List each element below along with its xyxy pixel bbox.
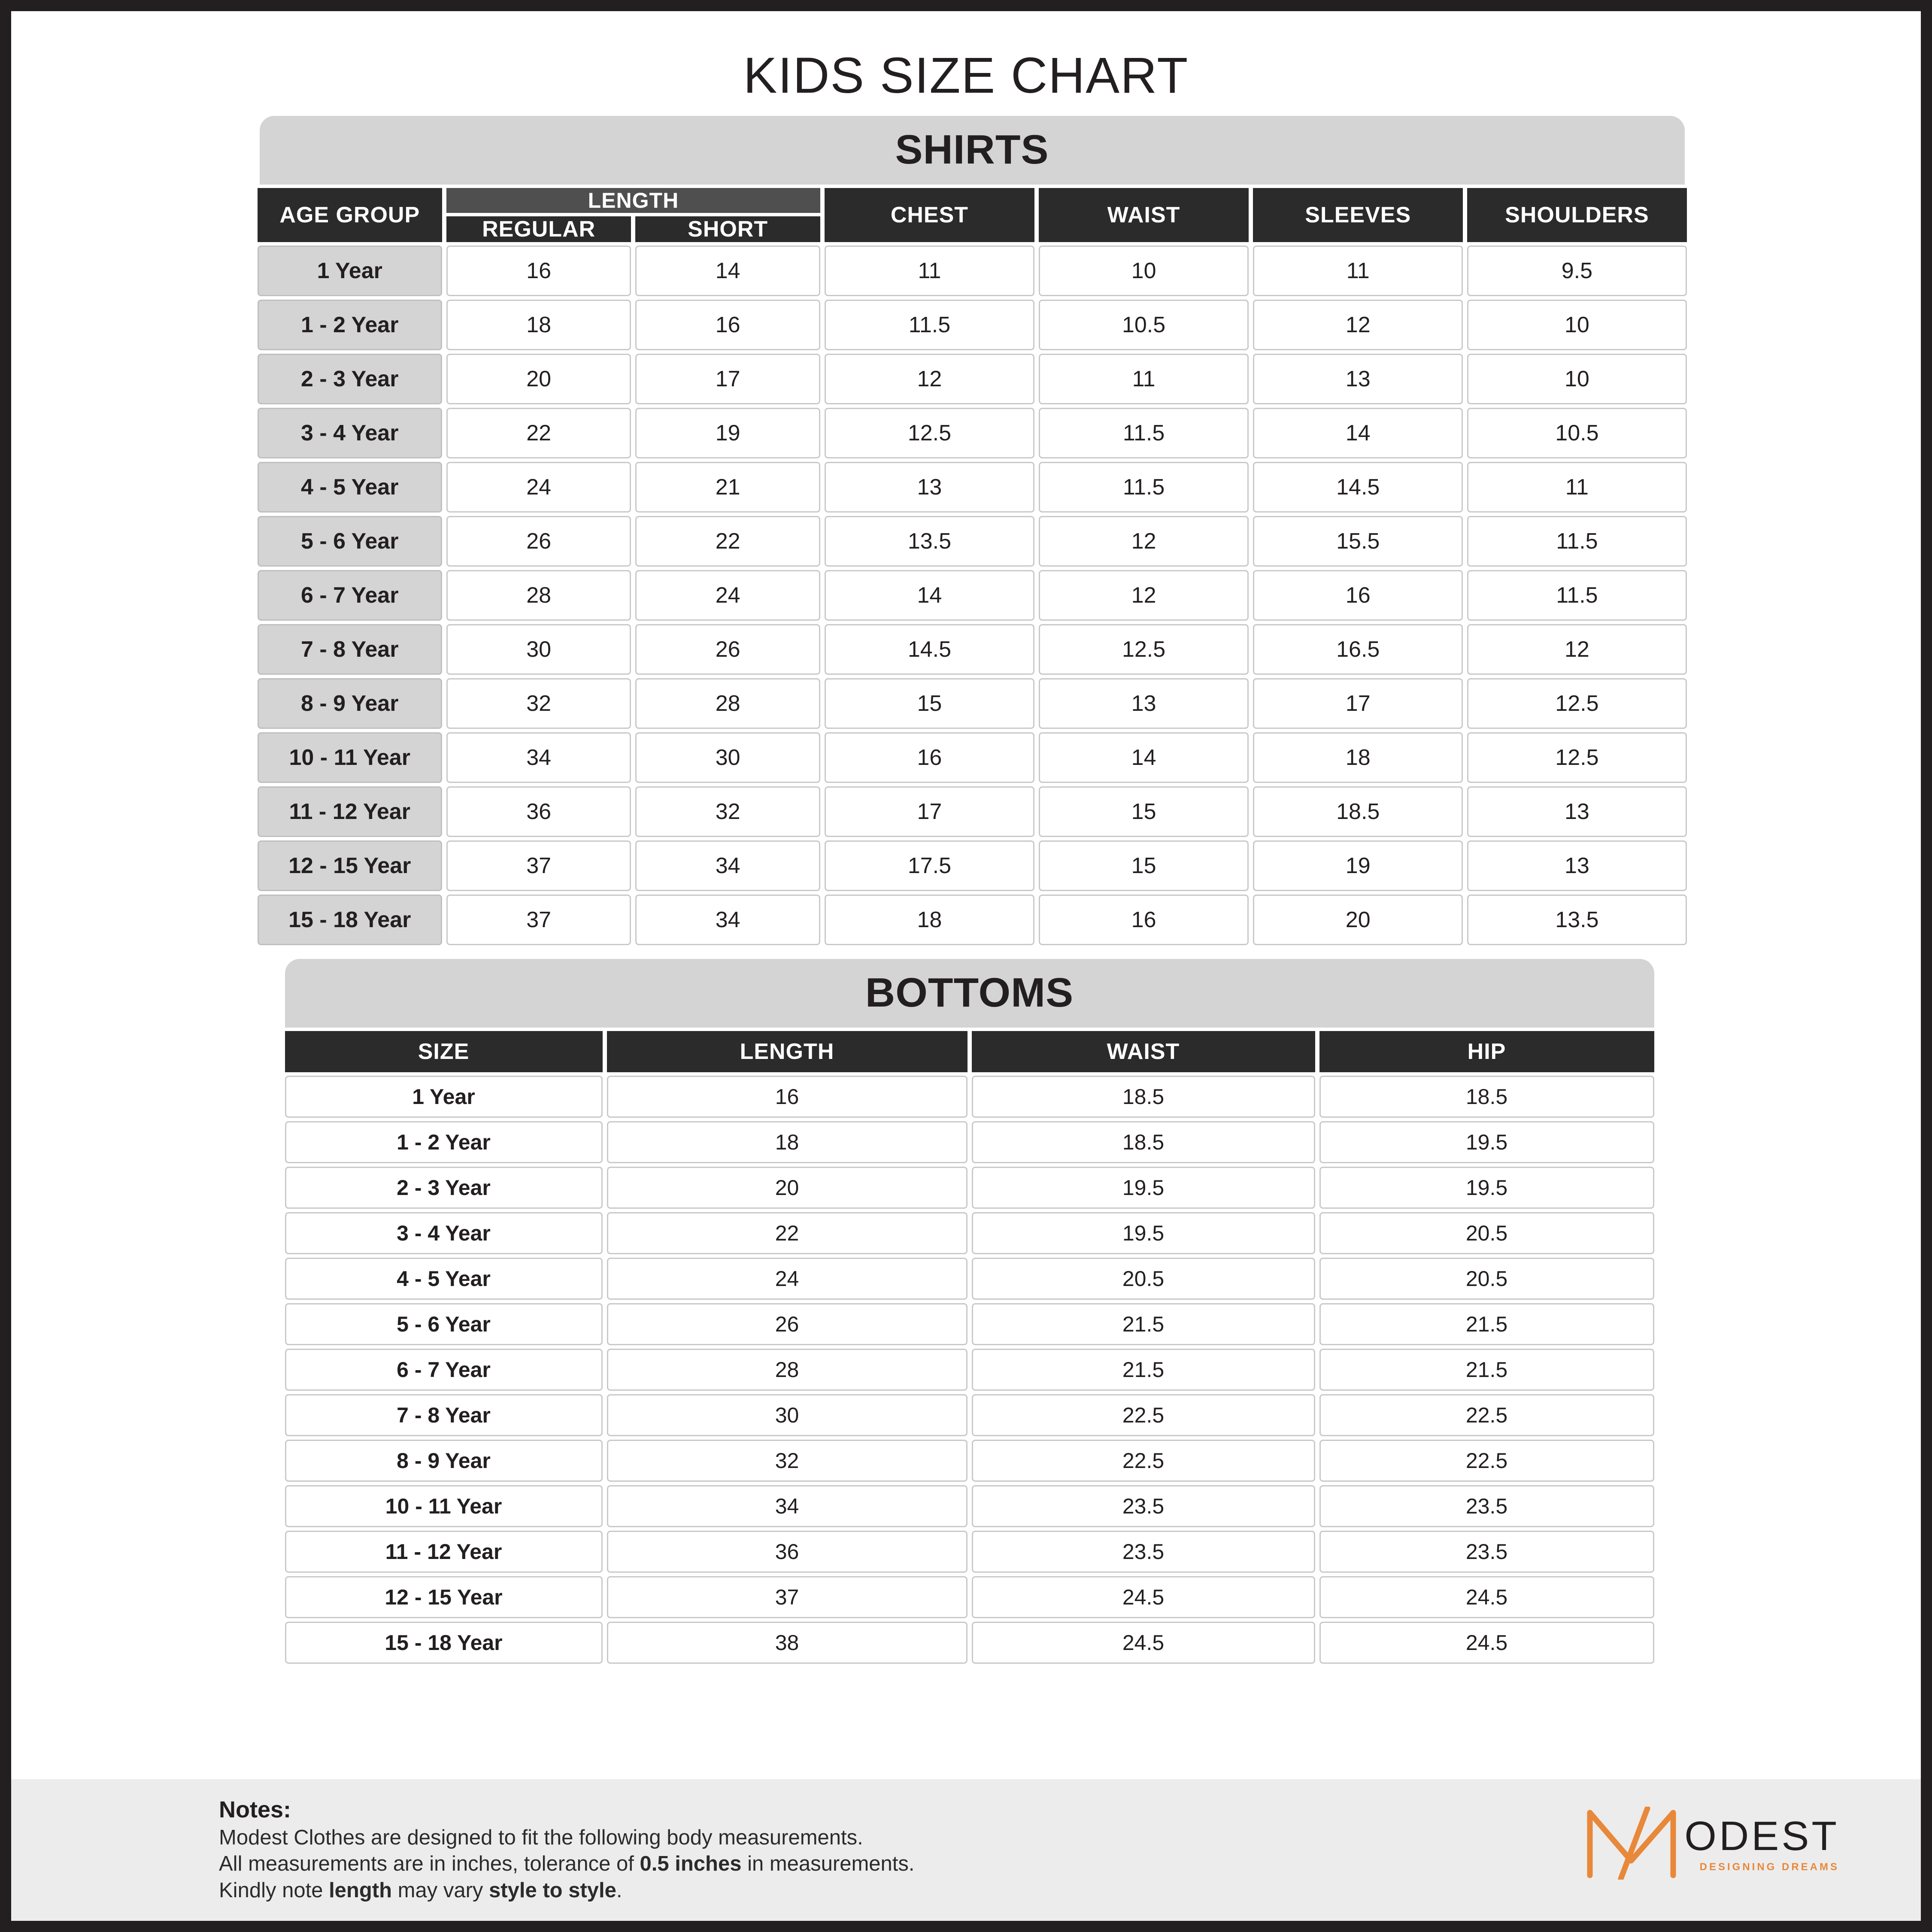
notes-line-3 [219, 1877, 915, 1904]
shirts-cell-chest: 11.5 [825, 300, 1034, 350]
table-row [258, 895, 1687, 945]
shirts-cell-sleeves: 17 [1253, 678, 1463, 729]
shirts-cell-sleeves: 19 [1253, 840, 1463, 891]
shirts-cell-short: 16 [635, 300, 820, 350]
bottoms-section [30, 959, 1902, 1667]
shirts-cell-chest: 11 [825, 246, 1034, 296]
shirts-cell-sleeves: 12 [1253, 300, 1463, 350]
notes-footer [11, 1779, 1921, 1921]
shirts-cell-chest: 17.5 [825, 840, 1034, 891]
table-row [258, 678, 1687, 729]
table-row [285, 1167, 1654, 1209]
shirts-cell-waist: 12.5 [1039, 624, 1249, 675]
bottoms-cell-size: 1 - 2 Year [285, 1121, 603, 1163]
shirts-header-sleeves: SLEEVES [1253, 188, 1463, 242]
bottoms-cell-length: 20 [607, 1167, 968, 1209]
bottoms-cell-size: 3 - 4 Year [285, 1212, 603, 1254]
bottoms-cell-waist: 24.5 [972, 1622, 1315, 1664]
shirts-cell-short: 32 [635, 786, 820, 837]
shirts-header-chest: CHEST [825, 188, 1034, 242]
shirts-cell-chest: 18 [825, 895, 1034, 945]
shirts-header-row-top [258, 188, 1687, 213]
bottoms-cell-waist: 21.5 [972, 1349, 1315, 1391]
shirts-cell-shoulders: 12.5 [1467, 732, 1686, 783]
shirts-cell-regular: 34 [446, 732, 631, 783]
bottoms-section-title: BOTTOMS [285, 959, 1654, 1028]
shirts-cell-sleeves: 15.5 [1253, 516, 1463, 567]
table-row [285, 1121, 1654, 1163]
shirts-cell-short: 28 [635, 678, 820, 729]
table-row [258, 300, 1687, 350]
bottoms-cell-length: 34 [607, 1485, 968, 1527]
bottoms-cell-size: 2 - 3 Year [285, 1167, 603, 1209]
shirts-cell-waist: 16 [1039, 895, 1249, 945]
logo-m-icon [1583, 1807, 1682, 1882]
bottoms-cell-waist: 18.5 [972, 1121, 1315, 1163]
table-row [258, 786, 1687, 837]
table-row [258, 732, 1687, 783]
shirts-header-short: SHORT [635, 216, 820, 242]
shirts-cell-waist: 12 [1039, 516, 1249, 567]
shirts-cell-sleeves: 18 [1253, 732, 1463, 783]
shirts-cell-shoulders: 13.5 [1467, 895, 1686, 945]
bottoms-cell-length: 26 [607, 1303, 968, 1345]
shirts-cell-chest: 12.5 [825, 408, 1034, 458]
bottoms-table-wrapper [281, 1028, 1659, 1667]
bottoms-cell-length: 36 [607, 1531, 968, 1573]
bottoms-header-length: LENGTH [607, 1031, 968, 1072]
shirts-cell-short: 17 [635, 354, 820, 404]
logo-text [1684, 1813, 1839, 1873]
logo-wordmark: ODEST [1684, 1813, 1839, 1859]
notes-line-3-emphasis-length: length [329, 1878, 392, 1902]
table-row [258, 516, 1687, 567]
shirts-section-title: SHIRTS [260, 116, 1685, 185]
shirts-cell-shoulders: 10 [1467, 354, 1686, 404]
shirts-table-body [258, 246, 1687, 945]
shirts-cell-chest: 16 [825, 732, 1034, 783]
shirts-cell-waist: 13 [1039, 678, 1249, 729]
shirts-cell-regular: 37 [446, 895, 631, 945]
notes-line-3-part-a: Kindly note [219, 1878, 329, 1902]
bottoms-cell-hip: 19.5 [1319, 1167, 1654, 1209]
table-row [285, 1303, 1654, 1345]
shirts-header-shoulders: SHOULDERS [1467, 188, 1686, 242]
bottoms-cell-hip: 24.5 [1319, 1622, 1654, 1664]
shirts-cell-age: 2 - 3 Year [258, 354, 442, 404]
notes-line-3-emphasis-style: style to style [489, 1878, 616, 1902]
bottoms-cell-size: 7 - 8 Year [285, 1394, 603, 1436]
bottoms-cell-waist: 20.5 [972, 1258, 1315, 1300]
shirts-cell-short: 22 [635, 516, 820, 567]
bottoms-cell-size: 6 - 7 Year [285, 1349, 603, 1391]
shirts-cell-waist: 10 [1039, 246, 1249, 296]
shirts-cell-short: 26 [635, 624, 820, 675]
bottoms-cell-hip: 21.5 [1319, 1349, 1654, 1391]
shirts-cell-chest: 17 [825, 786, 1034, 837]
shirts-cell-shoulders: 13 [1467, 840, 1686, 891]
table-row [285, 1485, 1654, 1527]
shirts-cell-sleeves: 11 [1253, 246, 1463, 296]
bottoms-cell-length: 37 [607, 1576, 968, 1618]
shirts-cell-shoulders: 9.5 [1467, 246, 1686, 296]
shirts-cell-sleeves: 16 [1253, 570, 1463, 621]
shirts-section [30, 116, 1902, 949]
bottoms-cell-waist: 23.5 [972, 1531, 1315, 1573]
bottoms-cell-hip: 19.5 [1319, 1121, 1654, 1163]
bottoms-cell-hip: 22.5 [1319, 1440, 1654, 1482]
shirts-cell-chest: 13.5 [825, 516, 1034, 567]
table-row [285, 1576, 1654, 1618]
shirts-header-length: LENGTH [446, 188, 820, 213]
table-row [258, 408, 1687, 458]
notes-line-2 [219, 1851, 915, 1877]
bottoms-cell-size: 8 - 9 Year [285, 1440, 603, 1482]
notes-line-1: Modest Clothes are designed to fit the following body measurements. [219, 1826, 863, 1849]
bottoms-cell-size: 15 - 18 Year [285, 1622, 603, 1664]
table-row [285, 1531, 1654, 1573]
shirts-cell-short: 21 [635, 462, 820, 513]
shirts-cell-regular: 18 [446, 300, 631, 350]
page-inner [11, 11, 1921, 1921]
shirts-cell-shoulders: 12 [1467, 624, 1686, 675]
shirts-cell-age: 5 - 6 Year [258, 516, 442, 567]
bottoms-cell-length: 16 [607, 1076, 968, 1118]
shirts-cell-age: 15 - 18 Year [258, 895, 442, 945]
shirts-cell-regular: 20 [446, 354, 631, 404]
shirts-cell-regular: 32 [446, 678, 631, 729]
shirts-cell-waist: 10.5 [1039, 300, 1249, 350]
shirts-header-waist: WAIST [1039, 188, 1249, 242]
shirts-cell-chest: 14 [825, 570, 1034, 621]
shirts-cell-waist: 11 [1039, 354, 1249, 404]
notes-line-2-emphasis: 0.5 inches [640, 1852, 742, 1876]
shirts-cell-age: 11 - 12 Year [258, 786, 442, 837]
shirts-cell-short: 19 [635, 408, 820, 458]
bottoms-cell-size: 1 Year [285, 1076, 603, 1118]
shirts-cell-waist: 12 [1039, 570, 1249, 621]
bottoms-table-head [285, 1031, 1654, 1072]
bottoms-cell-size: 12 - 15 Year [285, 1576, 603, 1618]
shirts-cell-chest: 15 [825, 678, 1034, 729]
shirts-cell-shoulders: 12.5 [1467, 678, 1686, 729]
bottoms-cell-waist: 22.5 [972, 1440, 1315, 1482]
table-row [258, 462, 1687, 513]
table-row [285, 1076, 1654, 1118]
bottoms-cell-length: 18 [607, 1121, 968, 1163]
bottoms-cell-hip: 18.5 [1319, 1076, 1654, 1118]
notes-line-2-part-c: in measurements. [741, 1852, 915, 1876]
shirts-cell-waist: 14 [1039, 732, 1249, 783]
shirts-cell-age: 1 - 2 Year [258, 300, 442, 350]
shirts-cell-age: 1 Year [258, 246, 442, 296]
shirts-table-wrapper [253, 185, 1691, 949]
notes-line-3-part-c: may vary [392, 1878, 489, 1902]
shirts-cell-regular: 24 [446, 462, 631, 513]
notes-text-block [30, 1796, 915, 1904]
shirts-table [253, 185, 1691, 949]
shirts-cell-shoulders: 13 [1467, 786, 1686, 837]
bottoms-cell-hip: 22.5 [1319, 1394, 1654, 1436]
shirts-cell-short: 14 [635, 246, 820, 296]
shirts-cell-chest: 12 [825, 354, 1034, 404]
shirts-header-regular: REGULAR [446, 216, 631, 242]
shirts-cell-chest: 14.5 [825, 624, 1034, 675]
shirts-table-head [258, 188, 1687, 242]
shirts-cell-shoulders: 11.5 [1467, 516, 1686, 567]
shirts-cell-age: 12 - 15 Year [258, 840, 442, 891]
bottoms-cell-hip: 24.5 [1319, 1576, 1654, 1618]
table-row [285, 1440, 1654, 1482]
shirts-cell-sleeves: 18.5 [1253, 786, 1463, 837]
shirts-cell-short: 24 [635, 570, 820, 621]
bottoms-cell-waist: 19.5 [972, 1212, 1315, 1254]
bottoms-cell-hip: 23.5 [1319, 1485, 1654, 1527]
bottoms-cell-waist: 24.5 [972, 1576, 1315, 1618]
shirts-cell-age: 10 - 11 Year [258, 732, 442, 783]
shirts-cell-age: 4 - 5 Year [258, 462, 442, 513]
bottoms-header-row [285, 1031, 1654, 1072]
bottoms-header-size: SIZE [285, 1031, 603, 1072]
shirts-cell-shoulders: 10.5 [1467, 408, 1686, 458]
bottoms-cell-size: 10 - 11 Year [285, 1485, 603, 1527]
shirts-cell-age: 3 - 4 Year [258, 408, 442, 458]
shirts-cell-sleeves: 14 [1253, 408, 1463, 458]
bottoms-cell-waist: 23.5 [972, 1485, 1315, 1527]
notes-line-2-part-a: All measurements are in inches, tolerance of [219, 1852, 640, 1876]
brand-logo [1583, 1807, 1839, 1882]
shirts-cell-regular: 26 [446, 516, 631, 567]
shirts-cell-short: 30 [635, 732, 820, 783]
bottoms-cell-length: 38 [607, 1622, 968, 1664]
bottoms-cell-hip: 20.5 [1319, 1258, 1654, 1300]
table-row [258, 354, 1687, 404]
table-row [258, 624, 1687, 675]
shirts-cell-age: 8 - 9 Year [258, 678, 442, 729]
shirts-cell-sleeves: 13 [1253, 354, 1463, 404]
shirts-cell-regular: 16 [446, 246, 631, 296]
shirts-cell-waist: 11.5 [1039, 408, 1249, 458]
shirts-cell-shoulders: 10 [1467, 300, 1686, 350]
shirts-cell-regular: 37 [446, 840, 631, 891]
table-row [285, 1349, 1654, 1391]
bottoms-cell-length: 32 [607, 1440, 968, 1482]
table-row [285, 1622, 1654, 1664]
bottoms-cell-length: 22 [607, 1212, 968, 1254]
shirts-cell-waist: 11.5 [1039, 462, 1249, 513]
notes-title: Notes: [219, 1797, 291, 1823]
bottoms-header-hip: HIP [1319, 1031, 1654, 1072]
bottoms-cell-size: 11 - 12 Year [285, 1531, 603, 1573]
shirts-cell-regular: 22 [446, 408, 631, 458]
table-row [285, 1212, 1654, 1254]
bottoms-cell-waist: 18.5 [972, 1076, 1315, 1118]
bottoms-cell-size: 5 - 6 Year [285, 1303, 603, 1345]
logo-tagline: DESIGNING DREAMS [1699, 1861, 1839, 1873]
shirts-cell-regular: 36 [446, 786, 631, 837]
table-row [258, 840, 1687, 891]
shirts-cell-waist: 15 [1039, 840, 1249, 891]
bottoms-cell-hip: 23.5 [1319, 1531, 1654, 1573]
shirts-header-age-group: AGE GROUP [258, 188, 442, 242]
bottoms-cell-size: 4 - 5 Year [285, 1258, 603, 1300]
bottoms-table-body [285, 1076, 1654, 1664]
bottoms-cell-length: 28 [607, 1349, 968, 1391]
page-title: KIDS SIZE CHART [743, 47, 1189, 104]
shirts-cell-age: 7 - 8 Year [258, 624, 442, 675]
table-row [285, 1258, 1654, 1300]
table-row [285, 1394, 1654, 1436]
shirts-cell-sleeves: 20 [1253, 895, 1463, 945]
shirts-cell-sleeves: 16.5 [1253, 624, 1463, 675]
shirts-cell-shoulders: 11 [1467, 462, 1686, 513]
shirts-cell-sleeves: 14.5 [1253, 462, 1463, 513]
bottoms-cell-waist: 22.5 [972, 1394, 1315, 1436]
shirts-cell-short: 34 [635, 840, 820, 891]
bottoms-cell-waist: 21.5 [972, 1303, 1315, 1345]
shirts-cell-regular: 28 [446, 570, 631, 621]
bottoms-cell-waist: 19.5 [972, 1167, 1315, 1209]
bottoms-cell-length: 30 [607, 1394, 968, 1436]
shirts-cell-age: 6 - 7 Year [258, 570, 442, 621]
table-row [258, 570, 1687, 621]
bottoms-table [281, 1028, 1659, 1667]
shirts-cell-waist: 15 [1039, 786, 1249, 837]
bottoms-cell-hip: 21.5 [1319, 1303, 1654, 1345]
bottoms-cell-length: 24 [607, 1258, 968, 1300]
shirts-cell-regular: 30 [446, 624, 631, 675]
notes-line-3-part-e: . [616, 1878, 622, 1902]
shirts-cell-short: 34 [635, 895, 820, 945]
shirts-cell-chest: 13 [825, 462, 1034, 513]
table-row [258, 246, 1687, 296]
bottoms-cell-hip: 20.5 [1319, 1212, 1654, 1254]
bottoms-header-waist: WAIST [972, 1031, 1315, 1072]
shirts-cell-shoulders: 11.5 [1467, 570, 1686, 621]
